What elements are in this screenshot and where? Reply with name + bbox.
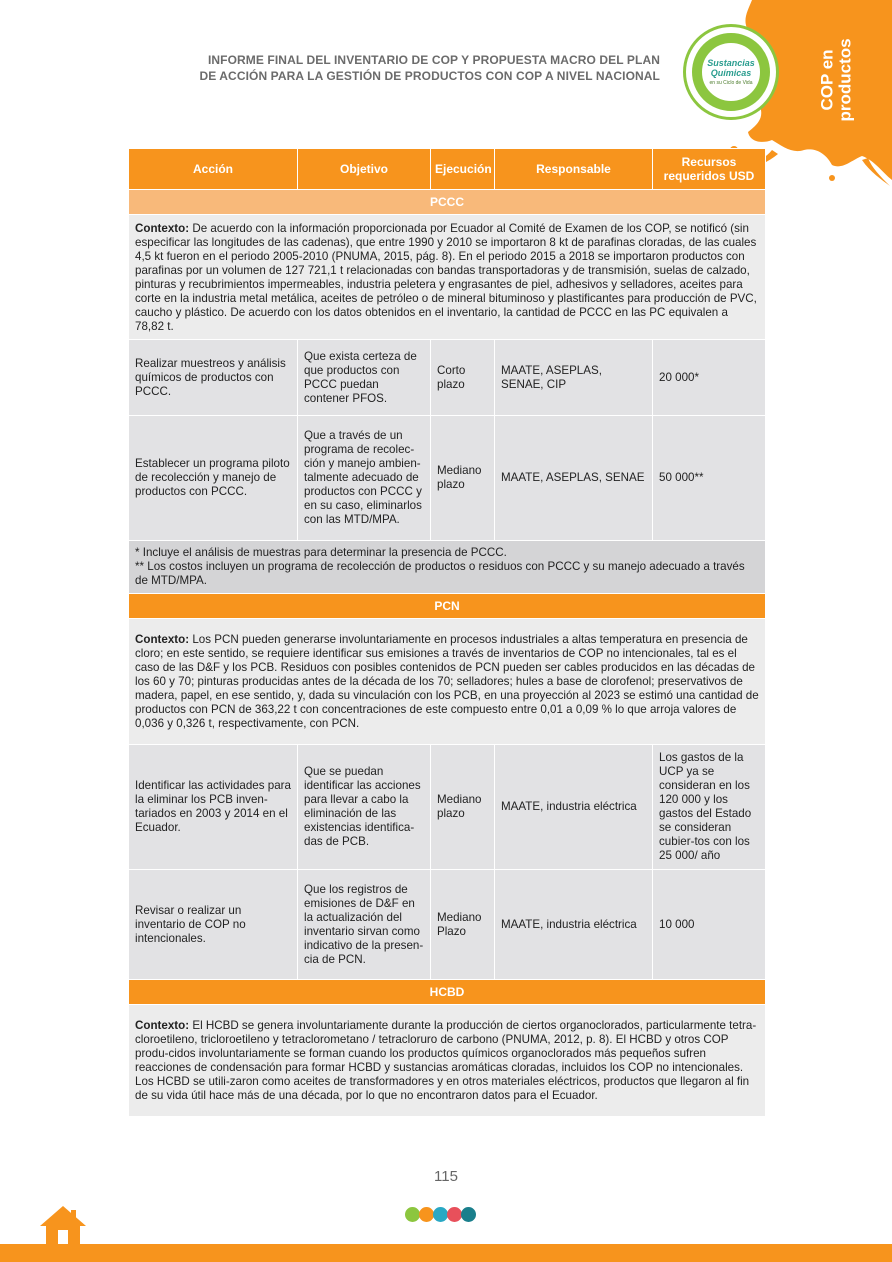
side-label — [808, 30, 866, 130]
cell-responsable: MAATE, industria eléctrica — [495, 870, 653, 980]
context-label: Contexto: — [135, 633, 190, 646]
page-number: 115 — [434, 1168, 458, 1185]
context-text: El HCBD se genera involuntariamente durante la producción de ciertos organoclorados, particularmente tetra-cloroetileno, tricloroetileno y tetraclorometano / tetracloruro de carbono (PNUMA, 2012, p. 8). El HCBD y otros COP produ-cidos involuntariamente se forman cuando los productos químicos organoclorados más pequeños sufren reacciones de condensación para formar HCBD y sustancias aromáticas cloradas, incluidos los COP no intencionales. Los HCBD se utili-zaron como aceites de transformadores y en otros materiales eléctricos, productos que llegaron al fin de su vida útil hace más de una década, por lo que no encontraron datos para el Ecuador. — [135, 1019, 757, 1102]
dot-green — [405, 1207, 420, 1222]
column-header-objetivo: Objetivo — [298, 149, 431, 190]
context-cell — [129, 1005, 766, 1117]
notes-cell — [129, 541, 766, 594]
cell-accion: Establecer un programa piloto de recolección y manejo de productos con PCCC. — [129, 416, 298, 541]
header-title-line-2: DE ACCIÓN PARA LA GESTIÓN DE PRODUCTOS CON COP A NIVEL NACIONAL — [199, 69, 660, 83]
action-plan-table — [128, 148, 766, 1117]
cell-recursos: 50 000** — [653, 416, 766, 541]
context-row — [129, 215, 766, 340]
color-dots-decoration — [405, 1207, 475, 1222]
sustancias-quimicas-logo — [683, 24, 779, 120]
table-header-row — [129, 149, 766, 190]
section-row-pccc — [129, 190, 766, 215]
table-row — [129, 870, 766, 980]
context-row — [129, 619, 766, 745]
section-row-pcn — [129, 594, 766, 619]
context-cell — [129, 215, 766, 340]
cell-objetivo: Que se puedan identificar las acciones para llevar a cabo la eliminación de las existencias identifica-das de PCB. — [298, 745, 431, 870]
footer-bar — [0, 1244, 892, 1262]
section-row-hcbd — [129, 980, 766, 1005]
home-icon[interactable] — [38, 1204, 88, 1246]
cell-accion: Revisar o realizar un inventario de COP no intencionales. — [129, 870, 298, 980]
cell-accion: Realizar muestreos y análisis químicos de productos con PCCC. — [129, 340, 298, 416]
dot-orange — [419, 1207, 434, 1222]
cell-objetivo: Que a través de un programa de recolec-ción y manejo ambien-talmente adecuado de productos con PCCC y en su caso, eliminarlos con las MTD/MPA. — [298, 416, 431, 541]
context-text: De acuerdo con la información proporcionada por Ecuador al Comité de Examen de los COP, se notificó (sin especificar las longitudes de las cadenas), que entre 1990 y 2010 se importaron 8 kt de parafinas cloradas, de las cuales 4,5 kt fueron en el periodo 2005-2010 (PNUMA, 2015, pág. 8). En el periodo 2015 a 2018 se importaron productos con parafinas por un volumen de 127 721,1 t relacionadas con bandas transportadoras y de transmisión, suelas de calzado, pinturas y recubrimientos impermeables, industria peletera y engrasantes de piel, adhesivos y selladores, aceites para corte en la industria metal metálica, aceites de petróleo o de mineral bituminoso y plastificantes para producción de PVC, caucho y plástico. De acuerdo con los datos obtenidos en el inventario, la cantidad de PCCC en las PC equivalen a 78,82 t. — [135, 221, 757, 333]
cell-responsable: MAATE, industria eléctrica — [495, 745, 653, 870]
cell-responsable: MAATE, ASEPLAS, SENAE, CIP — [495, 340, 653, 416]
cell-accion: Identificar las actividades para la eliminar los PCB inven-tariados en 2003 y 2014 en el Ecuador. — [129, 745, 298, 870]
cell-recursos: 10 000 — [653, 870, 766, 980]
column-header-ejecucion: Ejecución — [431, 149, 495, 190]
section-title: HCBD — [129, 980, 766, 1005]
page-header-title — [180, 52, 660, 84]
table-row — [129, 745, 766, 870]
section-title: PCCC — [129, 190, 766, 215]
cell-recursos: Los gastos de la UCP ya se consideran en los 120 000 y los gastos del Estado se consideran cubier-tos con los 25 000/ año — [653, 745, 766, 870]
logo-text: Sustancias Químicas — [707, 58, 755, 78]
context-label: Contexto: — [135, 1019, 190, 1032]
section-title: PCN — [129, 594, 766, 619]
cell-objetivo: Que los registros de emisiones de D&F en la actualización del inventario sirvan como indicativo de la presen-cia de PCN. — [298, 870, 431, 980]
logo-subtext: en su Ciclo de Vida — [709, 80, 753, 86]
footnote-1: * Incluye el análisis de muestras para determinar la presencia de PCCC. — [135, 546, 507, 559]
dot-blue — [433, 1207, 448, 1222]
cell-objetivo: Que exista certeza de que productos con PCCC puedan contener PFOS. — [298, 340, 431, 416]
dot-red — [447, 1207, 462, 1222]
context-text: Los PCN pueden generarse involuntariamente en procesos industriales a altas temperatura en presencia de cloro; en este sentido, se requiere identificar sus emisiones a través de inventarios de COP no intencionales, tal es el caso de las D&F y los PCB. Residuos con posibles contenidos de PCN pueden ser cables producidos en las décadas de los 60 y 70; pinturas producidas antes de la década de los 70; selladores; hules a base de clorofenol; preservativos de madera, papel, en ese sentido, y, dada su vinculación con los PCB, en una proyección al 2023 se estimó una cantidad de productos con PCN de 363,22 t con concentraciones de este compuesto entre 0,01 a 0,09 % lo que arroja valores de 0,036 y 0,326 t, respectivamente, con PCN. — [135, 633, 759, 730]
column-header-responsable: Responsable — [495, 149, 653, 190]
cell-ejecucion: Mediano plazo — [431, 745, 495, 870]
column-header-recursos: Recursos requeridos USD — [653, 149, 766, 190]
context-row — [129, 1005, 766, 1117]
notes-row — [129, 541, 766, 594]
footnote-2: ** Los costos incluyen un programa de recolección de productos o residuos con PCCC y su manejo adecuado a través de MTD/MPA. — [135, 560, 745, 587]
cell-ejecucion: Mediano Plazo — [431, 870, 495, 980]
side-label-text: COP en productos — [818, 38, 856, 122]
context-label: Contexto: — [135, 221, 190, 235]
table-row — [129, 416, 766, 541]
dot-teal — [461, 1207, 476, 1222]
context-cell — [129, 619, 766, 745]
cell-ejecucion: Corto plazo — [431, 340, 495, 416]
header-title-line-1: INFORME FINAL DEL INVENTARIO DE COP Y PROPUESTA MACRO DEL PLAN — [207, 53, 660, 67]
cell-ejecucion: Mediano plazo — [431, 416, 495, 541]
table-row — [129, 340, 766, 416]
cell-recursos: 20 000* — [653, 340, 766, 416]
column-header-accion: Acción — [129, 149, 298, 190]
cell-responsable: MAATE, ASEPLAS, SENAE — [495, 416, 653, 541]
